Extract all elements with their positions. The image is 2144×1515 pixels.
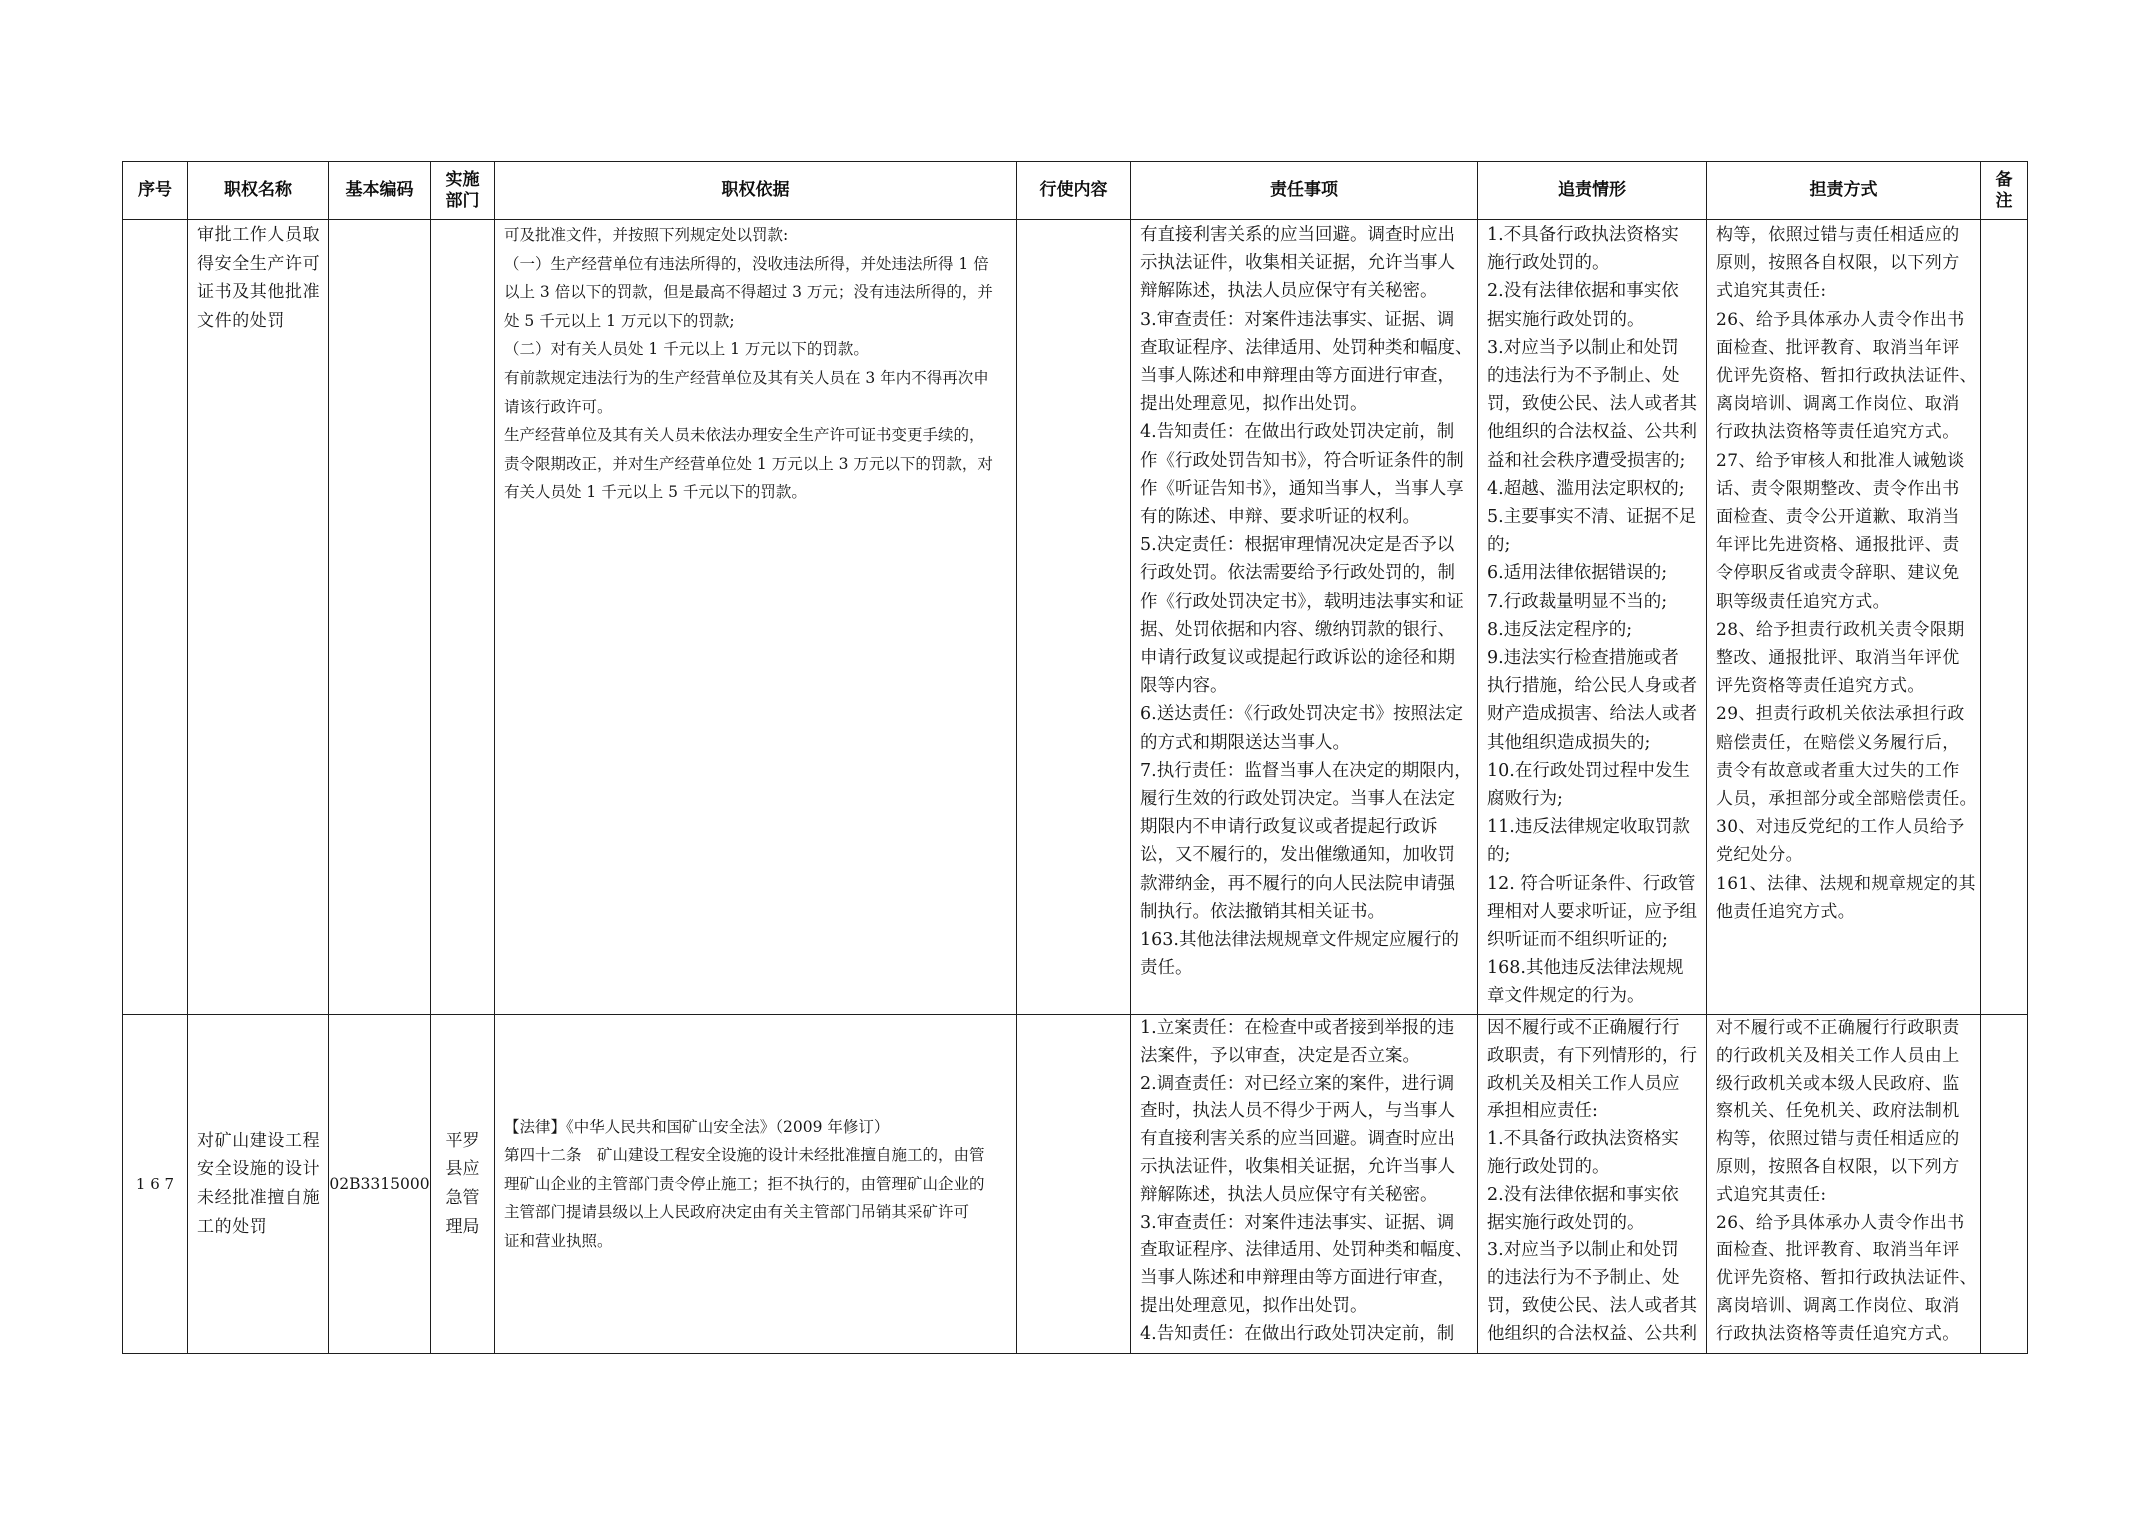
responsibility-items-cell (1131, 1015, 1478, 1354)
text-line: 证书及其他批准 (197, 282, 321, 303)
text-line: 6.适用法律依据错误的; (1487, 563, 1668, 584)
text-line: 3.对应当予以制止和处罚 (1487, 1240, 1679, 1261)
exercise-content-cell (1017, 220, 1131, 1015)
text-line: 查时，执法人员不得少于两人，与当事人 (1140, 1101, 1455, 1122)
text-line: 有直接利害关系的应当回避。调查时应出 (1140, 225, 1455, 245)
text-line: 2.没有法律依据和事实依 (1487, 281, 1679, 302)
text-line: 辩解陈述，执法人员应保守有关秘密。 (1140, 1184, 1438, 1205)
header-liability-methods (1707, 162, 1981, 220)
text-line: 限等内容。 (1140, 676, 1228, 697)
text-line: 面检查、批评教育、取消当年评 (1716, 1240, 1960, 1261)
text-line: 理相对人要求听证，应予组 (1487, 901, 1697, 922)
text-line: 其他组织造成损失的; (1487, 732, 1651, 753)
text-line: 作《听证告知书》，通知当事人，当事人享 (1140, 478, 1464, 499)
seq-cell (123, 220, 188, 1015)
responsibility-items-cell (1131, 220, 1478, 1015)
text-line: 级行政机关或本级人民政府、监 (1716, 1073, 1960, 1094)
header-exercise-content-label: 行使内容 (1039, 180, 1108, 200)
text-line: 罚，致使公民、法人或者其 (1487, 1295, 1697, 1316)
header-basic-code (329, 162, 431, 220)
text-line: 文件的处罚 (197, 310, 285, 331)
header-accountability-cases (1478, 162, 1707, 220)
text-line: 承担相应责任: (1487, 1101, 1598, 1122)
text-line: 的行政机关及相关工作人员由上 (1716, 1045, 1960, 1066)
text-line: 工的处罚 (197, 1216, 268, 1237)
liability-methods-cell (1707, 1015, 1981, 1354)
text-line: 以上 3 倍以下的罚款，但是最高不得超过 3 万元；没有违法所得的，并 (504, 283, 993, 302)
text-line: 168.其他违反法律法规规 (1487, 958, 1684, 979)
text-line: 3.审查责任：对案件违法事实、证据、调 (1140, 1212, 1455, 1233)
legal-basis-cell (495, 1015, 1017, 1354)
text-line: 作《行政处罚决定书》，载明违法事实和证 (1140, 591, 1464, 612)
text-line: 4.告知责任：在做出行政处罚决定前，制 (1140, 1323, 1455, 1344)
text-line: 4.告知责任：在做出行政处罚决定前，制 (1140, 422, 1455, 443)
text-line: 构等，依照过错与责任相适应的 (1716, 1129, 1960, 1150)
text-line: 的; (1487, 845, 1511, 866)
text-line: 6.送达责任：《行政处罚决定书》按照法定 (1140, 704, 1463, 725)
text-line: 施行政处罚的。 (1487, 253, 1610, 274)
text-line: 12. 符合听证条件、行政管 (1487, 873, 1696, 894)
text-line: 急管 (445, 1188, 480, 1208)
text-line: 得安全生产许可 (197, 253, 321, 274)
power-name-cell (188, 220, 329, 1015)
text-line: 据实施行政处罚的。 (1487, 309, 1645, 330)
text-line: 益和社会秩序遭受损害的; (1487, 450, 1686, 471)
text-line: 党纪处分。 (1716, 845, 1803, 866)
header-legal-basis-label: 职权依据 (721, 180, 790, 200)
text-line: 第四十二条 矿山建设工程安全设施的设计未经批准擅自施工的，由管 (504, 1146, 985, 1165)
header-exercise-content (1017, 162, 1131, 220)
text-line: 责任。 (1140, 958, 1193, 979)
text-line: 优评先资格、暂扣行政执法证件、 (1716, 1268, 1977, 1289)
text-line: 因不履行或不正确履行行 (1487, 1018, 1680, 1038)
text-line: 提出处理意见，拟作出处罚。 (1140, 394, 1368, 415)
text-line: 【法律】《中华人民共和国矿山安全法》（2009 年修订） (504, 1117, 890, 1136)
text-line: 请该行政许可。 (504, 397, 613, 416)
text-line: 163.其他法律法规规章文件规定应履行的 (1140, 930, 1459, 951)
text-line: 的违法行为不予制止、处 (1487, 1268, 1680, 1289)
header-legal-basis (495, 162, 1017, 220)
text-line: 提出处理意见，拟作出处罚。 (1140, 1295, 1368, 1316)
seq-cell (123, 1015, 188, 1354)
text-line: 他组织的合法权益、公共利 (1487, 1323, 1697, 1344)
text-line: 27、给予审核人和批准人诫勉谈 (1716, 450, 1965, 471)
text-line: 执行措施，给公民人身或者 (1487, 676, 1697, 697)
text-line: 29、担责行政机关依法承担行政 (1716, 704, 1965, 725)
text-line: 30、对违反党纪的工作人员给予 (1716, 817, 1965, 838)
text-line: 腐败行为; (1487, 789, 1563, 810)
text-line: 责令有故意或者重大过失的工作 (1716, 760, 1960, 781)
header-responsibility-items-label: 责任事项 (1270, 180, 1338, 200)
text-line: 5.决定责任：根据审理情况决定是否予以 (1140, 535, 1455, 556)
text-line: 2.调查责任：对已经立案的案件，进行调 (1140, 1073, 1455, 1094)
accountability-cases-cell (1478, 1015, 1707, 1354)
text-line: 离岗培训、调离工作岗位、取消 (1716, 394, 1960, 415)
header-basic-code-label: 基本编码 (345, 180, 414, 200)
header-liability-methods-label: 担责方式 (1809, 180, 1878, 200)
text-line: 3.对应当予以制止和处罚 (1487, 337, 1679, 358)
seq-number: 1 6 7 (135, 1175, 175, 1193)
text-line: 行政执法资格等责任追究方式。 (1716, 422, 1960, 443)
text-line: 构等，依照过错与责任相适应的 (1716, 225, 1960, 245)
power-list-table (122, 161, 2028, 1354)
text-line: 查取证程序、法律适用、处罚种类和幅度、 (1140, 1240, 1473, 1261)
text-line: 他组织的合法权益、公共利 (1487, 422, 1697, 443)
text-line: 章文件规定的行为。 (1487, 986, 1645, 1007)
text-line: 优评先资格、暂扣行政执法证件、 (1716, 366, 1977, 387)
text-line: 赔偿责任，在赔偿义务履行后， (1716, 732, 1960, 753)
text-line: 有前款规定违法行为的生产经营单位及其有关人员在 3 年内不得再次申 (504, 368, 989, 387)
text-line: 7.行政裁量明显不当的; (1487, 591, 1668, 612)
text-line: 1.不具备行政执法资格实 (1487, 225, 1679, 245)
header-seq (123, 162, 188, 220)
text-line: 年评比先进资格、通报批评、责 (1716, 535, 1960, 556)
text-line: 的; (1487, 535, 1511, 556)
text-line: 原则，按照各自权限，以下列方 (1716, 253, 1960, 274)
text-line: 备 (1995, 169, 2013, 190)
text-line: 示执法证件，收集相关证据，允许当事人 (1140, 253, 1455, 274)
text-line: 行政处罚。依法需要给予行政处罚的，制 (1140, 563, 1455, 584)
text-line: 期限内不申请行政复议或者提起行政诉 (1140, 817, 1438, 838)
text-line: 有的陈述、申辩、要求听证的权利。 (1140, 507, 1420, 528)
text-line: 26、给予具体承办人责令作出书 (1716, 1212, 1965, 1233)
text-line: 的违法行为不予制止、处 (1487, 366, 1680, 387)
header-responsibility-items (1131, 162, 1478, 220)
text-line: 示执法证件，收集相关证据，允许当事人 (1140, 1156, 1455, 1177)
text-line: 161、法律、法规和规章规定的其 (1716, 873, 1976, 894)
header-department (431, 162, 495, 220)
text-line: 话、责令限期整改、责令作出书 (1716, 478, 1960, 499)
text-line: 评先资格等责任追究方式。 (1716, 676, 1925, 697)
text-line: （一）生产经营单位有违法所得的，没收违法所得，并处违法所得 1 倍 (504, 254, 989, 273)
header-accountability-cases-label: 追责情形 (1558, 180, 1626, 200)
text-line: 作《行政处罚告知书》，符合听证条件的制 (1140, 450, 1464, 471)
text-line: 辩解陈述，执法人员应保守有关秘密。 (1140, 281, 1438, 302)
text-line: 面检查、责令公开道歉、取消当 (1716, 507, 1960, 528)
text-line: 1.立案责任：在检查中或者接到举报的违 (1140, 1018, 1455, 1038)
text-line: 注 (1995, 190, 2013, 211)
text-line: 未经批准擅自施 (197, 1188, 321, 1208)
text-line: 整改、通报批评、取消当年评优 (1716, 648, 1960, 669)
text-line: 查取证程序、法律适用、处罚种类和幅度、 (1140, 337, 1473, 358)
header-power-name-label: 职权名称 (224, 180, 292, 200)
exercise-content-cell (1017, 1015, 1131, 1354)
text-line: 织听证而不组织听证的; (1487, 930, 1668, 951)
text-line: 法案件，予以审查，决定是否立案。 (1140, 1045, 1420, 1066)
remarks-cell (1981, 220, 2028, 1015)
text-line: 政职责，有下列情形的，行 (1487, 1045, 1697, 1066)
text-line: 处 5 千元以上 1 万元以下的罚款; (504, 311, 735, 330)
text-line: 据实施行政处罚的。 (1487, 1212, 1645, 1233)
basic-code-cell (329, 1015, 431, 1354)
text-line: 实施 (445, 169, 480, 190)
text-line: 令停职反省或责令辞职、建议免 (1716, 563, 1960, 584)
liability-methods-cell (1707, 220, 1981, 1015)
text-line: 生产经营单位及其有关人员未依法办理安全生产许可证书变更手续的， (504, 426, 985, 445)
text-line: 职等级责任追究方式。 (1716, 591, 1890, 612)
text-line: 式追究其责任: (1716, 1184, 1827, 1205)
text-line: 离岗培训、调离工作岗位、取消 (1716, 1295, 1960, 1316)
header-power-name (188, 162, 329, 220)
text-line: 4.超越、滥用法定职权的; (1487, 478, 1685, 499)
text-line: 财产造成损害、给法人或者 (1487, 704, 1697, 725)
text-line: 3.审查责任：对案件违法事实、证据、调 (1140, 309, 1455, 330)
text-line: 式追究其责任: (1716, 281, 1827, 302)
power-name-cell (188, 1015, 329, 1354)
text-line: 26、给予具体承办人责令作出书 (1716, 309, 1965, 330)
text-line: 政机关及相关工作人员应 (1487, 1073, 1680, 1094)
text-line: 可及批准文件，并按照下列规定处以罚款: (504, 226, 789, 244)
text-line: 原则，按照各自权限，以下列方 (1716, 1156, 1960, 1177)
text-line: 款滞纳金，再不履行的向人民法院申请强 (1140, 873, 1455, 894)
text-line: 有关人员处 1 千元以上 5 千元以下的罚款。 (504, 483, 807, 502)
text-line: 1.不具备行政执法资格实 (1487, 1129, 1679, 1150)
text-line: 施行政处罚的。 (1487, 1156, 1610, 1177)
text-line: 10.在行政处罚过程中发生 (1487, 760, 1690, 781)
text-line: 安全设施的设计 (197, 1159, 321, 1180)
text-line: 主管部门提请县级以上人民政府决定由有关主管部门吊销其采矿许可 (504, 1203, 970, 1222)
legal-basis-cell (495, 220, 1017, 1015)
remarks-cell (1981, 1015, 2028, 1354)
text-line: 对矿山建设工程 (197, 1130, 321, 1151)
text-line: 理局 (445, 1216, 480, 1237)
text-line: 审批工作人员取 (197, 225, 321, 245)
text-line: 理矿山企业的主管部门责令停止施工；拒不执行的，由管理矿山企业的 (504, 1174, 985, 1193)
text-line: 9.违法实行检查措施或者 (1487, 648, 1679, 669)
text-line: 罚，致使公民、法人或者其 (1487, 394, 1697, 415)
text-line: 行政执法资格等责任追究方式。 (1716, 1323, 1960, 1344)
basic-code: 02B3315000 (329, 1175, 430, 1193)
text-line: 人员，承担部分或全部赔偿责任。 (1716, 789, 1977, 810)
department-cell (431, 1015, 495, 1354)
text-line: 据、处罚依据和内容、缴纳罚款的银行、 (1140, 619, 1455, 640)
text-line: 的方式和期限送达当事人。 (1140, 732, 1350, 753)
basic-code-cell (329, 220, 431, 1015)
text-line: 5.主要事实不清、证据不足 (1487, 507, 1697, 528)
text-line: 责令限期改正，并对生产经营单位处 1 万元以上 3 万元以下的罚款，对 (504, 454, 993, 473)
text-line: 7.执行责任：监督当事人在决定的期限内， (1140, 760, 1472, 781)
text-line: 他责任追究方式。 (1716, 901, 1856, 922)
text-line: 制执行。依法撤销其相关证书。 (1140, 901, 1385, 922)
text-line: 8.违反法定程序的; (1487, 619, 1633, 640)
text-line: 平罗 (445, 1130, 480, 1151)
text-line: 面检查、批评教育、取消当年评 (1716, 337, 1960, 358)
text-line: 县应 (445, 1159, 480, 1180)
text-line: 申请行政复议或提起行政诉讼的途径和期 (1140, 648, 1455, 669)
text-line: 证和营业执照。 (504, 1231, 613, 1250)
text-line: 当事人陈述和申辩理由等方面进行审查， (1140, 1268, 1455, 1289)
text-line: 对不履行或不正确履行行政职责 (1716, 1018, 1960, 1038)
text-line: 2.没有法律依据和事实依 (1487, 1184, 1679, 1205)
text-line: 有直接利害关系的应当回避。调查时应出 (1140, 1129, 1455, 1150)
text-line: 察机关、任免机关、政府法制机 (1716, 1101, 1960, 1122)
text-line: 讼，又不履行的，发出催缴通知，加收罚 (1140, 845, 1455, 866)
header-remarks (1981, 162, 2028, 220)
header-seq-label: 序号 (138, 180, 172, 200)
department-cell (431, 220, 495, 1015)
accountability-cases-cell (1478, 220, 1707, 1015)
text-line: 28、给予担责行政机关责令限期 (1716, 619, 1965, 640)
text-line: 部门 (445, 190, 480, 211)
text-line: （二）对有关人员处 1 千元以上 1 万元以下的罚款。 (504, 340, 869, 359)
text-line: 当事人陈述和申辩理由等方面进行审查， (1140, 366, 1455, 387)
text-line: 履行生效的行政处罚决定。当事人在法定 (1140, 789, 1455, 810)
text-line: 11.违反法律规定收取罚款 (1487, 817, 1690, 838)
